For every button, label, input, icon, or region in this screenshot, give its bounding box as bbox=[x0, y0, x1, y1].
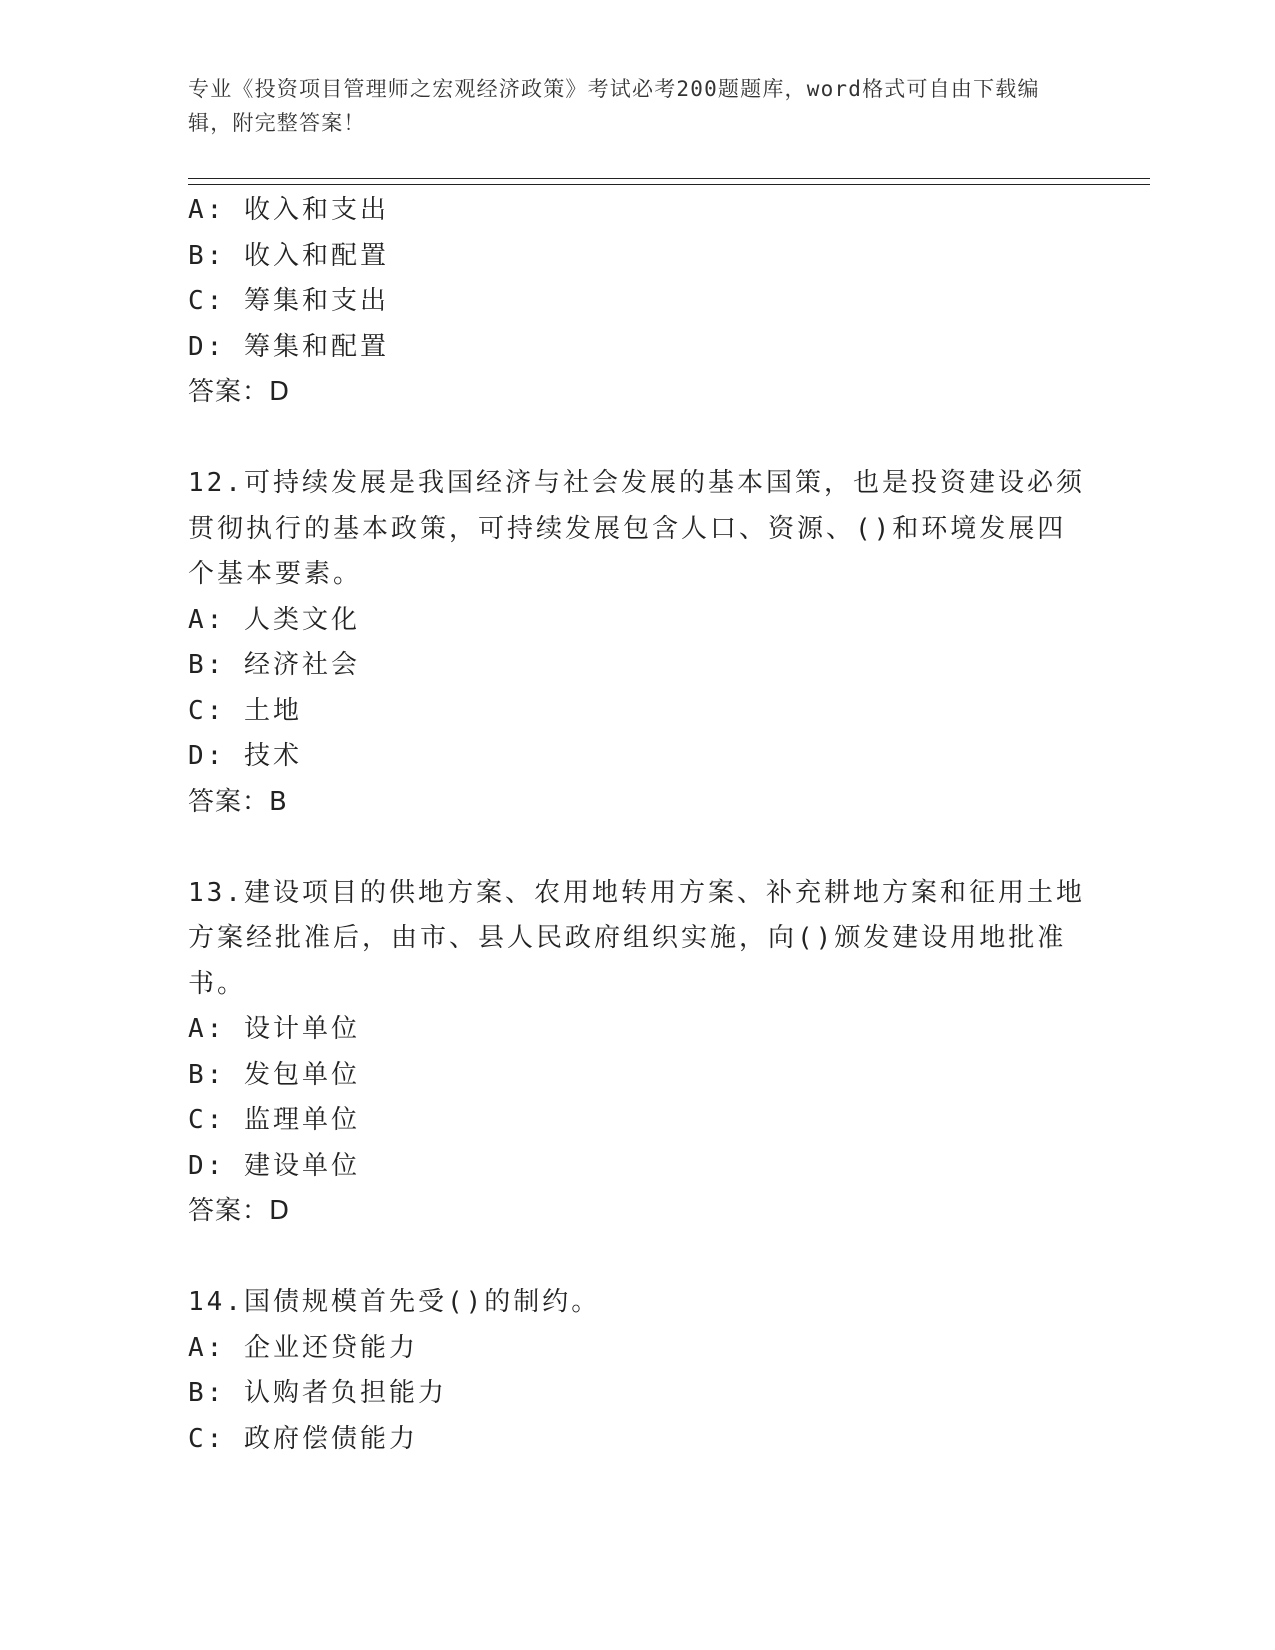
question-stem-line: 方案经批准后，由市、县人民政府组织实施，向()颁发建设用地批准 bbox=[188, 923, 1067, 953]
option-d: D: 建设单位 bbox=[188, 1150, 360, 1181]
option-b: B: 经济社会 bbox=[188, 650, 360, 680]
option-c: C: 政府偿债能力 bbox=[188, 1423, 418, 1454]
option-a: A: 收入和支出 bbox=[188, 195, 389, 225]
question-stem-line: 个基本要素。 bbox=[188, 559, 363, 589]
document-header: 专业《投资项目管理师之宏观经济政策》考试必考200题题库，word格式可自由下载编辑，附完整答案！ bbox=[188, 77, 1040, 135]
question-block-14 bbox=[188, 1280, 1088, 1462]
option-a: A: 人类文化 bbox=[188, 604, 360, 635]
option-c: C: 监理单位 bbox=[188, 1105, 360, 1135]
spacer bbox=[188, 416, 1088, 462]
header-divider-bottom bbox=[188, 184, 1150, 185]
option-a: A: 企业还贷能力 bbox=[188, 1332, 418, 1363]
answer-line: 答案：D bbox=[188, 1196, 291, 1226]
question-block-11 bbox=[188, 188, 1088, 416]
spacer bbox=[188, 1235, 1088, 1281]
option-c: C: 筹集和支出 bbox=[188, 286, 389, 316]
answer-line: 答案：D bbox=[188, 377, 291, 407]
question-stem-line: 贯彻执行的基本政策，可持续发展包含人口、资源、()和环境发展四 bbox=[188, 513, 1067, 544]
header-divider-top bbox=[188, 178, 1150, 179]
question-stem-line: 14.国债规模首先受()的制约。 bbox=[188, 1287, 601, 1317]
question-stem-line: 12.可持续发展是我国经济与社会发展的基本国策，也是投资建设必须 bbox=[188, 468, 1085, 498]
question-stem-line: 书。 bbox=[188, 968, 247, 999]
question-block-12 bbox=[188, 461, 1088, 825]
option-d: D: 筹集和配置 bbox=[188, 331, 389, 362]
option-b: B: 发包单位 bbox=[188, 1059, 360, 1090]
answer-line: 答案：B bbox=[188, 786, 288, 817]
option-b: B: 收入和配置 bbox=[188, 240, 389, 271]
option-a: A: 设计单位 bbox=[188, 1014, 360, 1044]
spacer bbox=[188, 825, 1088, 871]
question-list bbox=[188, 188, 1088, 1462]
option-d: D: 技术 bbox=[188, 741, 302, 771]
question-stem-line: 13.建设项目的供地方案、农用地转用方案、补充耕地方案和征用土地 bbox=[188, 877, 1085, 908]
option-c: C: 土地 bbox=[188, 695, 302, 726]
option-b: B: 认购者负担能力 bbox=[188, 1378, 447, 1408]
question-block-13 bbox=[188, 871, 1088, 1235]
